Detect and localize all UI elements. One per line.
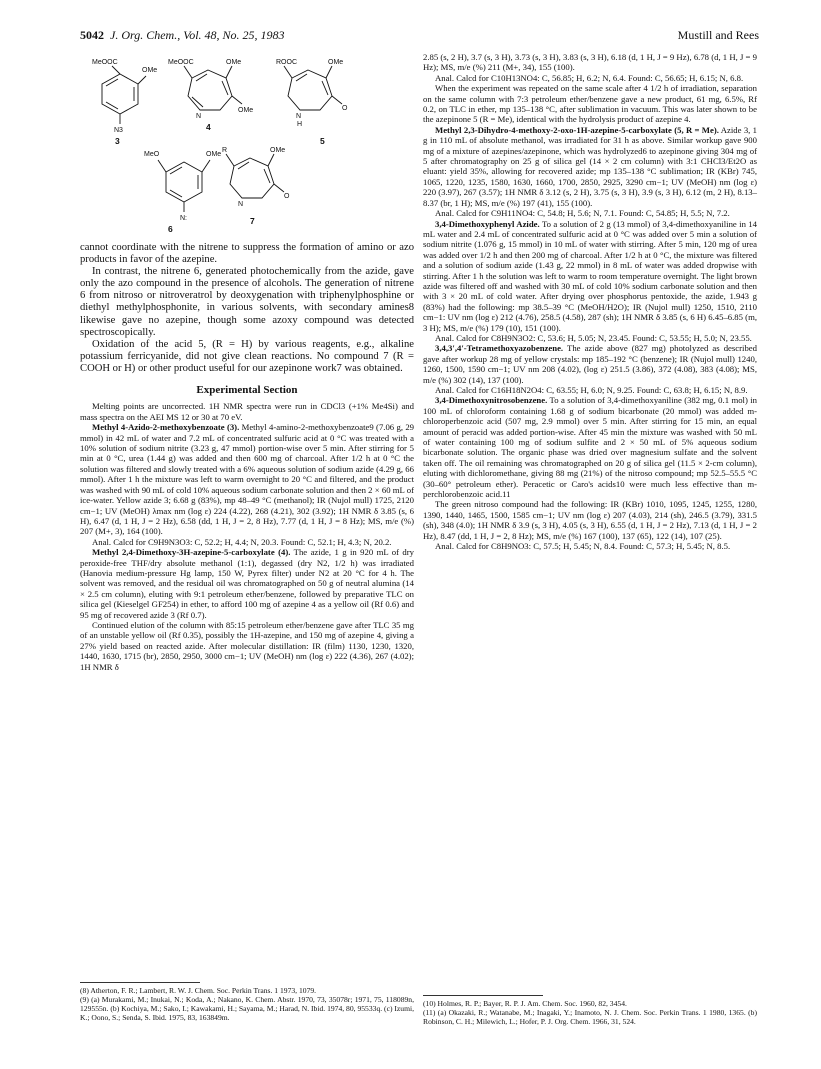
- right-column: [423, 52, 757, 552]
- s5-ome-label: OMe: [328, 59, 344, 66]
- right-footnotes: [423, 999, 757, 1026]
- nitroso-analysis: Anal. Calcd for C8H9NO3: C, 57.5; H, 5.45; N, 8.4. Found: C, 57.3; H, 5.45; N, 8.5.: [435, 541, 731, 552]
- left-paragraph-1: cannot coordinate with the nitrene to suppress the formation of amino or azo products in favor of the azepine.: [80, 242, 414, 266]
- s6-ome-label: OMe: [206, 151, 222, 158]
- s5-n-label: N: [296, 113, 302, 120]
- running-authors: Mustill and Rees: [677, 28, 759, 42]
- azobenzene-analysis: Anal. Calcd for C16H18N2O4: C, 63.55; H, 6.0; N, 9.25. Found: C, 63.8; H, 6.15; N, 8.9.: [435, 385, 748, 395]
- nitroso-procedure: [423, 395, 757, 499]
- nitroso-characterization: The green nitroso compound had the following: IR (KBr) 1010, 1095, 1245, 1255, 1280, 1390, 1440, 1465, 1500, 1585 cm−1; UV nm (log ε) 207 (4.03), 214 (sh), 246.5 (3.79), 331.5 (sh), 348 (4.0); 1H NMR δ 3.9 (s, 3 H), 4.05 (s, 3 H), 6.55 (d, 1 H, J = 2 Hz), 7.13 (d, 1 H, J = 2 Hz), 8.47 (dd, 1 H, J = 2, 8 Hz); MS, m/e (%) 167 (100), 137 (65), 122 (14), 107 (25).: [423, 499, 757, 541]
- s7-o-label: O: [284, 193, 290, 200]
- azide-title: 3,4-Dimethoxyphenyl Azide.: [435, 218, 540, 229]
- s4-n-label: N: [196, 113, 202, 120]
- azobenzene-title: 3,4,3′,4′-Tetramethoxyazobenzene.: [435, 343, 564, 354]
- structure-figure: [80, 52, 414, 242]
- azobenzene-body: The azide above (827 mg) photolyzed as described gave after workup 28 mg of yellow crystals: mp 185–192 °C (benzene); IR (Nujol mull) 1240, 1260, 1500, 1590 cm−1; UV nm 208 (4.02), (log ε) 251.5 (3.86), 372 (4.08), 383 (4.08); MS, m/e (%) 302 (14), 137 (100).: [423, 343, 758, 385]
- left-column: [80, 52, 414, 672]
- compound-5-analysis: Anal. Calcd for C9H11NO4: C, 54.8; H, 5.6; N, 7.1. Found: C, 54.85; H, 5.5; N, 7.2.: [435, 208, 730, 219]
- ring-3: [102, 74, 138, 114]
- left-footnotes: [80, 986, 414, 1022]
- compound-4-procedure: [80, 547, 414, 620]
- compound-3-procedure: [80, 422, 414, 536]
- right-paragraph-2: When the experiment was repeated on the same scale after 4 1/2 h of irradiation, separation on the same column with 7:3 petroleum ether/benzene gave a new product, 61 mg, 6.5%, Rf 0.2, on TLC in ether, mp 135–138 °C, after sublimation in vacuum. This was later shown to be the azepinone 5 (R = Me), identical with the hydrolysis product of azepine 4.: [423, 83, 757, 125]
- s3-ester-label: MeOOC: [92, 59, 118, 66]
- s4-ome-label: OMe: [226, 59, 242, 66]
- azide-body: To a solution of 2 g (13 mmol) of 3,4-dimethoxyaniline in 14 mL water and 2.4 mL of concentrated sulfuric acid at 0 °C was added over 5 min a solution of sodium nitrite (1.076 g, 15 mmol) in 10 mL of water with stirring. After 5 min, 120 mg of urea was added over 1/2 h and then 200 mg of charcoal. After 1/2 h at 0 °C, the mixture was filtered and a solution of sodium azide (1.43 g, 22 mmol) in 8 mL of water was added dropwise with stirring. After 1 h the solution was left to warm to room temperature overnight. The light brown azide was filtered off and washed with 30 mL of cold 10% sodium carbonate solution and then with 3 × 20 mL of cold water. After drying over phosphorus pentoxide, the azide, 1.943 g (83%) had the following: mp 38.5–39 °C (MeOH/H2O); IR (Nujol mull) 1250, 1510, 2110 cm−1: UV nm (log ε) 212 (4.76), 258.5 (4.58), 287 (sh); 1H NMR δ 3.85 (s, 6 H) 6.45–6.85 (m, 3 H); MS, m/e (%) 179 (10), 151 (100).: [423, 218, 757, 333]
- compound-3-analysis: Anal. Calcd for C9H9N3O3: C, 52.2; H, 4.4; N, 20.3. Found: C, 52.1; H, 4.3; N, 20.2.: [92, 536, 392, 547]
- ring-6: [166, 162, 202, 202]
- left-paragraph-2: In contrast, the nitrene 6, generated photochemically from the azide, gave only the azo compound in the presence of alcohols. The generation of nitrene 6 from nitroso or nitroveratrol by deoxygenation with triphenylphosphine or diethyl methylphosphonite, in various solvents, with secondary amines8 likewise gave no azepine, though some azoxy compound was detected spectroscopically.: [80, 266, 414, 338]
- structures-svg: [80, 52, 414, 242]
- compound-3-body: Methyl 4-amino-2-methoxybenzoate9 (7.06 g, 29 mmol) in 42 mL of water and 7.2 mL of concentrated sulfuric acid at 0 °C was treated with a 10% solution of sodium nitrite (3.23 g, 47 mmol) portion-wise over 5 min. After stirring for 5 min at 0 °C, urea (1.44 g) was added and then 600 mg of charcoal. After 1/2 h at 0 °C the solution was filtered and slowly treated with a 6% aqueous solution of sodium azide (4.29 g, 66 mmol). After 1 h the mixture was left to warm overnight to 20 °C and filtered, and the product was washed with 90 mL of cold 10% aqueous sodium carbonate solution and then 2 × 60 mL of ice-water. Yellow azide 3; 6.68 g (83%), mp 48–49 °C (methanol); IR (Nujol mull) 1725, 2120 cm−1; UV (MeOH) λmax nm (log ε) 224 (4.22), 268 (4.21), 302 (3.92); 1H NMR δ 3.85 (s, 6 H), 6.47 (d, 1 H, J = 2 Hz), 6.58 (dd, 1 H, J = 2, 8 Hz), 7.77 (d, 1 H, J = 8 Hz); MS, m/e (%) 207 (M+, 3), 164 (100).: [80, 422, 415, 537]
- s7-n-label: N: [238, 201, 244, 208]
- compound-label-4: 4: [206, 122, 211, 132]
- compound-5-body: Azide 3, 1 g in 110 mL of absolute methanol, was irradiated for 31 h as above. Similar workup gave 900 mg of a mixture of azepines/azepinone, which was hydrolyzed6 to azepinone giving 304 mg of 5 after chromatography on 25 g of silica gel (14 × 2 cm column) with 3:1 CHCl3/Et2O as eluant: yield 35%, allowing for recovered azide; mp 135–138 °C sublimation; IR (KBr) 745, 1065, 1220, 1235, 1580, 1630, 1660, 1700, 2850, 2925, 3290 cm−1; UV (MeOH) nm (log ε) 220 (3.97), 267 (3.57); 1H NMR δ 3.12 (s, 2 H), 3.75 (s, 3 H), 3.9 (s, 3 H), 6.12 (m, 2 H), 8.13–8.37 (br, 1 H); MS, m/e (%) 197 (41), 155 (100).: [423, 124, 757, 208]
- footnote-9: (9) (a) Murakami, M.; Inukai, N.; Koda, A.; Nakano, K. Chem. Abstr. 1970, 73, 35078r; 1971, 75, 118089n, 129555n. (b) Kochiya, M.; Sako, I.; Kawakami, H.; Sayama, M.; Harad, N. Ibid. 1974, 80, 95533q. (c) Izumi, K.; Oono, S.; Senda, S. Ibid. 1975, 83, 163849m.: [80, 995, 414, 1022]
- compound-3-title: Methyl 4-Azido-2-methoxybenzoate (3).: [92, 422, 240, 433]
- right-footnote-rule: [423, 995, 543, 996]
- experimental-intro: Melting points are uncorrected. 1H NMR spectra were run in CDCl3 (+1% Me4Si) and mass spectra on the AEI MS 12 or 30 at 70 eV.: [80, 401, 414, 422]
- s3-n3-label: N3: [114, 127, 123, 134]
- azobenzene-procedure: [423, 343, 757, 385]
- s5-ester-label: ROOC: [276, 59, 297, 66]
- left-paragraph-3: Oxidation of the acid 5, (R = H) by various reagents, e.g., alkaline potassium ferricyanide, did not give clean reactions. No compound 7 (R = COOH or H) or other product useful for our azepinone work7 was obtained.: [80, 338, 414, 374]
- compound-5-title: Methyl 2,3-Dihydro-4-methoxy-2-oxo-1H-azepine-5-carboxylate (5, R = Me).: [435, 124, 719, 135]
- footnote-11: (11) (a) Okazaki, R.; Watanabe, M.; Inagaki, Y.; Inamoto, N. J. Chem. Soc. Perkin Trans. 1 1980, 1365. (b) Robinson, C. H.; Milewich, L.; Hofer, P. J. Org. Chem. 1966, 31, 524.: [423, 1008, 757, 1026]
- azide-procedure: [423, 219, 757, 333]
- compound-4-body: The azide, 1 g in 920 mL of dry peroxide-free THF/dry absolute methanol (1:1), degassed (dry N2, 1/2 h) was irradiated (Hanovia medium-pressure Hg lamp, 150 W, Pyrex filter) under N2 at 20 °C for 4 h. The solvent was removed, and the residual oil was chromatographed on 50 g of neutral alumina (14 × 2.5 cm column), eluting with 9:1 petroleum ether/benzene, followed by preparative TLC on silica gel (Kieselgel GF254) in ether, to afford 100 mg of azepine 4 as a yellow oil (Rf 0.6) and 95 mg of recovered azide 3 (Rf 0.7).: [80, 547, 415, 620]
- s7-r-label: R: [222, 147, 228, 154]
- s6-n-label: N:: [180, 215, 187, 222]
- section-heading: Experimental Section: [196, 384, 298, 397]
- s7-ome-label: OMe: [270, 147, 286, 154]
- compound-label-6: 6: [168, 224, 173, 234]
- nitroso-body: To a solution of 3,4-dimethoxyaniline (382 mg, 0.1 mol) in 100 mL of chloroform containing 1.68 g of sodium bicarbonate (20 mmol) was added m-chloroperbenzoic acid (507 mg, 2.9 mmol) over 5 min. After stirring for 15 min, an equal amount of peracid was added portion-wise. After 45 min the mixture was washed with 50 mL of water containing 100 mg of sodium sulfite and 2 × 50 mL of 5% aqueous sodium bicarbonate solution. The organic phase was dried over magnesium sulfate and the solvent taken off. The oil remaining was chromatographed on 20 g of silica gel (11.5 × 2-cm column), eluting with dichloromethane, giving 88 mg (21%) of the nitroso compound; mp 52.5–55.5 °C (30–60° petroleum ether). Peracetic or Caro's acids10 were much less effective than m-perchlorobenzoic acid.11: [423, 395, 757, 500]
- left-paragraph-continued: Continued elution of the column with 85:15 petroleum ether/benzene gave after TLC 35 mg of an unstable yellow oil (Rf 0.35), possibly the 1H-azepine, and 150 mg of azepine 4, giving a 27% yield based on reacted azide. After molecular distillation: IR (film) 1130, 1230, 1320, 1440, 1630, 1715 (br), 2850, 2950, 3000 cm−1; UV (MeOH) nm (log ε) 222 (4.36), 267 (4.02); 1H NMR δ: [80, 619, 414, 672]
- azide-analysis: Anal. Calcd for C8H9N3O2: C, 53.6; H, 5.05; N, 23.45. Found: C, 53.55; H, 5.0; N, 23.55.: [435, 332, 752, 343]
- page-header: [80, 28, 759, 44]
- footnote-8: (8) Atherton, F. R.; Lambert, R. W. J. Chem. Soc. Perkin Trans. 1 1973, 1079.: [80, 986, 317, 995]
- compound-4-title: Methyl 2,4-Dimethoxy-3H-azepine-5-carboxylate (4).: [92, 547, 291, 558]
- s6-meo-label: MeO: [144, 151, 160, 158]
- s5-h-label: H: [297, 121, 303, 128]
- compound-label-3: 3: [115, 136, 120, 146]
- compound-5-procedure: [423, 125, 757, 208]
- s5-o-label: O: [342, 105, 348, 112]
- right-analysis-1: Anal. Calcd for C10H13NO4: C, 56.85; H, 6.2; N, 6.4. Found: C, 56.65; H, 6.15; N, 6.8.: [435, 72, 744, 83]
- journal-citation: J. Org. Chem., Vol. 48, No. 25, 1983: [110, 28, 285, 42]
- compound-label-5: 5: [320, 136, 325, 146]
- left-footnote-rule: [80, 982, 200, 983]
- page-number: 5042: [80, 28, 104, 42]
- s4-ome2-label: OMe: [238, 107, 254, 114]
- s4-ester-label: MeOOC: [168, 59, 194, 66]
- footnote-10: (10) Holmes, R. P.; Bayer, R. P. J. Am. Chem. Soc. 1960, 82, 3454.: [423, 999, 627, 1008]
- right-paragraph-1: 2.85 (s, 2 H), 3.7 (s, 3 H), 3.73 (s, 3 H), 3.83 (s, 3 H), 6.18 (d, 1 H, J = 9 Hz), 6.78 (d, 1 H, J = 9 Hz); MS, m/e (%) 211 (M+, 34), 155 (100).: [423, 52, 757, 73]
- nitroso-title: 3,4-Dimethoxynitrosobenzene.: [435, 395, 548, 406]
- compound-label-7: 7: [250, 216, 255, 226]
- s3-ome-label: OMe: [142, 67, 158, 74]
